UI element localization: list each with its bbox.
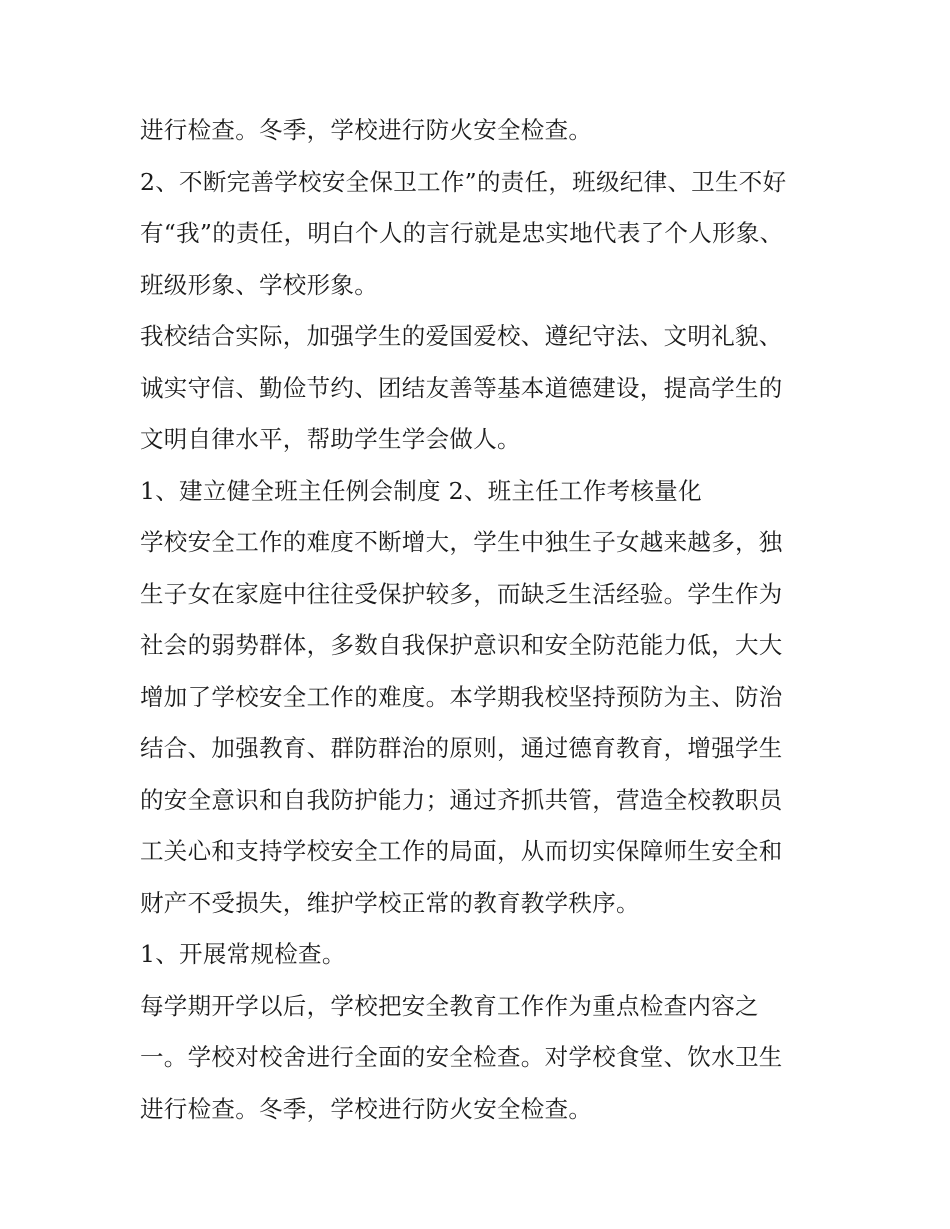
text-line: 的安全意识和自我防护能力；通过齐抓共管，营造全校教职员 bbox=[140, 785, 783, 814]
text-line: 进行检查。冬季，学校进行防火安全检查。 bbox=[140, 116, 593, 144]
text-line: 生子女在家庭中往往受保护较多，而缺乏生活经验。学生作为 bbox=[140, 579, 783, 608]
text-line: 有“我”的责任，明白个人的言行就是忠实地代表了个人形象、 bbox=[140, 219, 784, 247]
text-line: 诚实守信、勤俭节约、团结友善等基本道德建设，提高学生的 bbox=[140, 373, 783, 402]
text-line: 2、不断完善学校安全保卫工作”的责任，班级纪律、卫生不好 bbox=[140, 167, 787, 196]
text-line: 文明自律水平，帮助学生学会做人。 bbox=[140, 425, 521, 453]
text-line: 增加了学校安全工作的难度。本学期我校坚持预防为主、防治 bbox=[140, 682, 783, 711]
text-line: 1、开展常规检查。 bbox=[140, 940, 346, 968]
text-line: 我校结合实际，加强学生的爱国爱校、遵纪守法、文明礼貌、 bbox=[140, 322, 783, 350]
text-line: 班级形象、学校形象。 bbox=[140, 270, 378, 299]
text-line: 财产不受损失，维护学校正常的教育教学秩序。 bbox=[140, 888, 640, 917]
text-line: 工关心和支持学校安全工作的局面，从而切实保障师生安全和 bbox=[140, 837, 783, 865]
text-line: 一。学校对校舍进行全面的安全检查。对学校食堂、饮水卫生 bbox=[140, 1043, 783, 1071]
text-line: 每学期开学以后，学校把安全教育工作作为重点检查内容之 bbox=[140, 991, 759, 1020]
document-body bbox=[140, 105, 815, 1135]
text-line: 学校安全工作的难度不断增大，学生中独生子女越来越多，独 bbox=[140, 528, 783, 556]
text-line: 社会的弱势群体，多数自我保护意识和安全防范能力低，大大 bbox=[140, 631, 783, 659]
text-line: 1、建立健全班主任例会制度 2、班主任工作考核量化 bbox=[140, 476, 702, 505]
text-line: 结合、加强教育、群防群治的原则，通过德育教育，增强学生 bbox=[140, 734, 783, 762]
text-line: 进行检查。冬季，学校进行防火安全检查。 bbox=[140, 1094, 593, 1123]
